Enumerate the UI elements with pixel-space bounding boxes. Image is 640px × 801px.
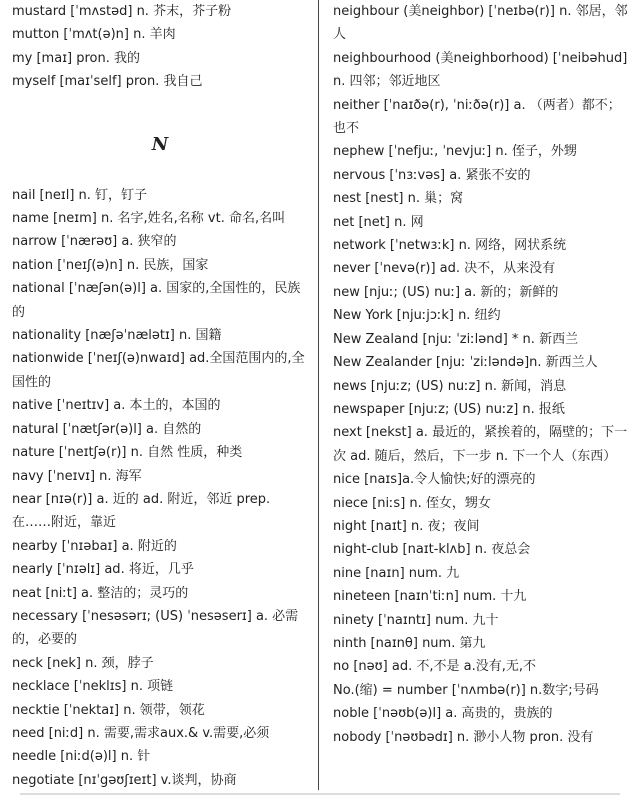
entry-nature: nature [ˈneɪtʃə(r)] n. 自然 性质，种类 xyxy=(12,445,243,461)
entry-needle: needle [niːd(ə)l] n. 针 xyxy=(12,749,151,765)
entry-no: no [nəʊ] ad. 不,不是 a.没有,无,不 xyxy=(333,659,536,675)
entry-nobody: nobody [ˈnəʊbədɪ] n. 渺小人物 pron. 没有 xyxy=(333,729,594,745)
entry-necklace: necklace [ˈneklɪs] n. 项链 xyxy=(12,679,174,695)
entry-myself: myself [maɪˈself] pron. 我自己 xyxy=(12,74,203,90)
left-entries xyxy=(12,184,308,793)
entry-new-york: New York [njuːjɔːk] n. 纽约 xyxy=(333,308,501,324)
right-column xyxy=(321,0,640,749)
entry-native: native [ˈneɪtɪv] a. 本土的，本国的 xyxy=(12,398,221,414)
left-top-entries xyxy=(12,0,308,94)
entry-navy: navy [ˈneɪvɪ] n. 海军 xyxy=(12,468,142,484)
entry-night-club: night-club [naɪt-klʌb] n. 夜总会 xyxy=(333,542,531,558)
entry-near: near [nɪə(r)] a. 近的 ad. 附近，邻近 prep. 在……附近，靠近 xyxy=(12,491,271,531)
entry-news: news [njuːz; (US) nuːz] n. 新闻，消息 xyxy=(333,378,567,394)
entry-nineteen: nineteen [naɪnˈtiːn] num. 十九 xyxy=(333,589,527,605)
entry-neat: neat [niːt] a. 整洁的；灵巧的 xyxy=(12,585,189,601)
entry-noble: noble [ˈnəʊb(ə)l] a. 高贵的，贵族的 xyxy=(333,706,553,722)
left-column xyxy=(0,0,316,792)
entry-nation: nation [ˈneɪʃ(ə)n] n. 民族，国家 xyxy=(12,257,209,273)
entry-negotiate: negotiate [nɪˈgəʊʃɪeɪt] v.谈判，协商 xyxy=(12,772,237,788)
entry-nest: nest [nest] n. 巢；窝 xyxy=(333,191,464,207)
entry-nervous: nervous [ˈnɜːvəs] a. 紧张不安的 xyxy=(333,167,531,183)
entry-nice: nice [naɪs]a.令人愉快;好的漂亮的 xyxy=(333,472,536,488)
entry-national: national [ˈnæʃən(ə)l] a. 国家的,全国性的，民族的 xyxy=(12,281,301,320)
entry-necessary: necessary [ˈnesəsərɪ; (US) ˈnesəserɪ] a. 必需的，必要的 xyxy=(12,608,299,648)
entry-neighbourhood: neighbourhood (美neighborhood) [ˈneibəhud] n. 四邻；邻近地区 xyxy=(333,50,628,90)
entry-network: network [ˈnetwɜːk] n. 网络，网状系统 xyxy=(333,238,567,254)
entry-net: net [net] n. 网 xyxy=(333,214,424,230)
entry-new-zealand: New Zealand [njuː ˈziːlənd] * n. 新西兰 xyxy=(333,331,579,347)
entry-necktie: necktie [ˈnektaɪ] n. 领带，领花 xyxy=(12,702,205,718)
bottom-rule xyxy=(20,793,620,795)
entry-name: name [neɪm] n. 名字,姓名,名称 vt. 命名,名叫 xyxy=(12,211,286,227)
entry-number: No.(缩) = number [ˈnʌmbə(r)] n.数字;号码 xyxy=(333,682,599,698)
entry-niece: niece [niːs] n. 侄女，甥女 xyxy=(333,495,491,511)
entry-natural: natural [ˈnætʃər(ə)l] a. 自然的 xyxy=(12,421,202,437)
entry-nephew: nephew [ˈnefjuː, ˈnevjuː] n. 侄子，外甥 xyxy=(333,144,577,160)
entry-my: my [maɪ] pron. 我的 xyxy=(12,50,140,66)
entry-nearly: nearly [ˈnɪəlɪ] ad. 将近，几乎 xyxy=(12,562,194,578)
entry-neither: neither [ˈnaɪðə(r), ˈniːðə(r)] a. （两者）都不；也不 xyxy=(333,97,621,137)
entry-next: next [nekst] a. 最近的，紧挨着的，隔壁的；下一次 ad. 随后，然后，下一步 n. 下一个人（东西） xyxy=(333,425,628,464)
column-divider xyxy=(318,0,319,790)
entry-neck: neck [nek] n. 颈，脖子 xyxy=(12,655,154,671)
entry-nearby: nearby [ˈnɪəbaɪ] a. 附近的 xyxy=(12,538,177,554)
section-heading: N xyxy=(151,133,169,155)
entry-new: new [njuː; (US) nuː] a. 新的；新鲜的 xyxy=(333,284,559,300)
entry-night: night [naɪt] n. 夜；夜间 xyxy=(333,518,480,534)
entry-ninety: ninety [ˈnaɪntɪ] num. 九十 xyxy=(333,612,499,628)
entry-never: never [ˈnevə(r)] ad. 决不，从来没有 xyxy=(333,261,556,277)
entry-nationality: nationality [næʃəˈnælətɪ] n. 国籍 xyxy=(12,328,222,344)
entry-newspaper: newspaper [njuːz; (US) nuːz] n. 报纸 xyxy=(333,401,565,417)
entry-mustard: mustard [ˈmʌstəd] n. 芥末，芥子粉 xyxy=(12,4,232,19)
entry-nationwide: nationwide [ˈneɪʃ(ə)nwaɪd] ad.全国范围内的,全国性的 xyxy=(12,351,305,390)
entry-mutton: mutton [ˈmʌt(ə)n] n. 羊肉 xyxy=(12,27,176,43)
entry-nail: nail [neɪl] n. 钉，钉子 xyxy=(12,187,148,203)
entry-narrow: narrow [ˈnærəʊ] a. 狭窄的 xyxy=(12,234,177,250)
entry-new-zealander: New Zealander [njuː ˈziːləndə]n. 新西兰人 xyxy=(333,355,598,371)
entry-need: need [niːd] n. 需要,需求aux.& v.需要,必须 xyxy=(12,725,270,741)
entry-neighbour: neighbour (美neighbor) [ˈneɪbə(r)] n. 邻居，邻人 xyxy=(333,4,628,43)
entry-nine: nine [naɪn] num. 九 xyxy=(333,565,460,581)
entry-ninth: ninth [naɪnθ] num. 第九 xyxy=(333,635,486,651)
